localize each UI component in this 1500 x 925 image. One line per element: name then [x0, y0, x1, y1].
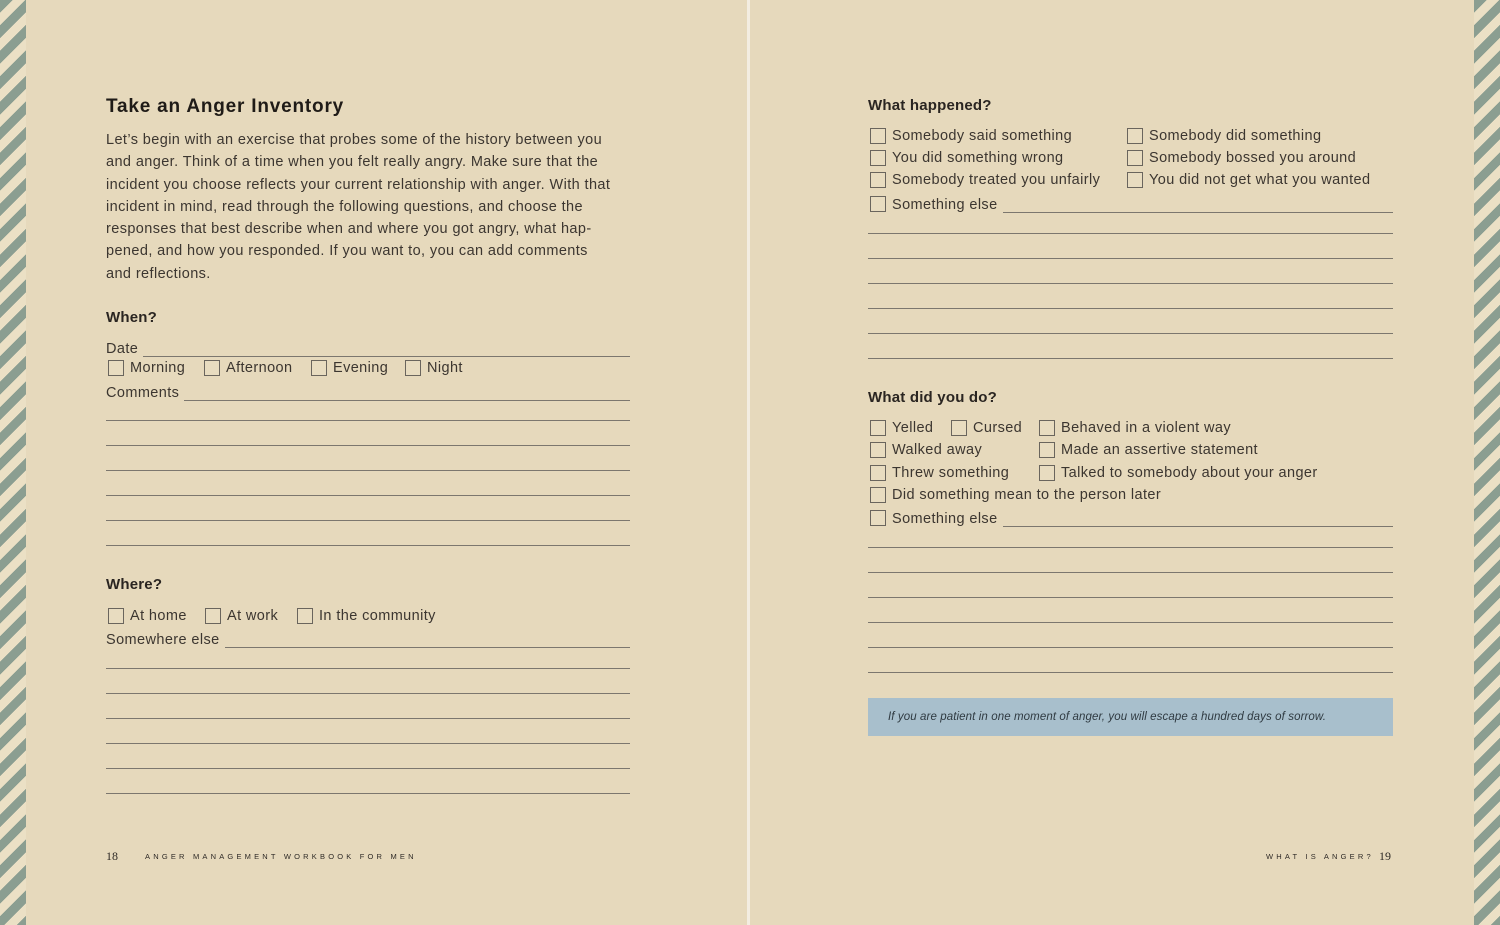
checkbox-square[interactable] [870, 420, 886, 436]
writing-line[interactable] [106, 495, 630, 496]
writing-line[interactable] [106, 793, 630, 794]
intro-line: pened, and how you responded. If you want to, you can add comments [106, 243, 588, 260]
checkbox-label: Did something mean to the person later [892, 487, 1162, 503]
checkbox-square[interactable] [1039, 465, 1055, 481]
checkbox-label: You did something wrong [892, 150, 1064, 166]
checkbox-label: Somebody did something [1149, 128, 1322, 144]
checkbox-label: Somebody treated you unfairly [892, 172, 1101, 188]
checkbox-afternoon[interactable] [204, 358, 292, 378]
checkbox-label: Afternoon [226, 360, 293, 376]
writing-line[interactable] [868, 597, 1393, 598]
date-label: Date [106, 341, 139, 357]
checkbox-did-something-else[interactable] [870, 507, 1393, 527]
writing-line[interactable] [868, 672, 1393, 673]
somewhere-else-label: Somewhere else [106, 632, 220, 648]
somewhere-else-line[interactable] [225, 633, 630, 648]
page-title: Take an Anger Inventory [106, 96, 345, 117]
checkbox-did-something-mean[interactable] [870, 485, 1161, 505]
checkbox-somebody-said-something[interactable] [870, 126, 1072, 146]
checkbox-yelled[interactable] [870, 418, 933, 438]
something-else-line[interactable] [1003, 198, 1393, 213]
what-happened-heading: What happened? [868, 97, 992, 114]
checkbox-label: Night [427, 360, 463, 376]
checkbox-square[interactable] [870, 487, 886, 503]
writing-line[interactable] [106, 520, 630, 521]
intro-line: and anger. Think of a time when you felt really angry. Make sure that the [106, 154, 599, 171]
checkbox-label: Walked away [892, 442, 983, 458]
checkbox-square[interactable] [870, 172, 886, 188]
checkbox-night[interactable] [405, 358, 463, 378]
checkbox-talked-to-somebody[interactable] [1039, 463, 1318, 483]
writing-line[interactable] [868, 308, 1393, 309]
writing-line[interactable] [868, 358, 1393, 359]
checkbox-somebody-did-something[interactable] [1127, 126, 1321, 146]
checkbox-square[interactable] [870, 196, 886, 212]
writing-line[interactable] [868, 233, 1393, 234]
writing-line[interactable] [868, 622, 1393, 623]
checkbox-you-did-not-get-what-you-wanted[interactable] [1127, 170, 1370, 190]
running-head-left: ANGER MANAGEMENT WORKBOOK FOR MEN [145, 852, 417, 861]
checkbox-square[interactable] [205, 608, 221, 624]
page-gutter [747, 0, 750, 925]
checkbox-square[interactable] [870, 128, 886, 144]
writing-line[interactable] [106, 445, 630, 446]
checkbox-label: Evening [333, 360, 389, 376]
checkbox-square[interactable] [405, 360, 421, 376]
checkbox-square[interactable] [1127, 128, 1143, 144]
checkbox-label: Yelled [892, 420, 934, 436]
checkbox-walked-away[interactable] [870, 440, 982, 460]
page-number-left: 18 [106, 849, 118, 863]
checkbox-square[interactable] [297, 608, 313, 624]
checkbox-square[interactable] [108, 360, 124, 376]
checkbox-label: Somebody bossed you around [1149, 150, 1357, 166]
checkbox-at-work[interactable] [205, 606, 278, 626]
checkbox-you-did-something-wrong[interactable] [870, 148, 1064, 168]
checkbox-behaved-in-a-violent-way[interactable] [1039, 418, 1231, 438]
checkbox-square[interactable] [870, 465, 886, 481]
writing-line[interactable] [106, 768, 630, 769]
checkbox-label: Morning [130, 360, 186, 376]
checkbox-label: Something else [892, 511, 998, 527]
checkbox-at-home[interactable] [108, 606, 187, 626]
date-line[interactable] [143, 342, 630, 357]
date-field[interactable] [106, 337, 630, 357]
writing-line[interactable] [868, 333, 1393, 334]
checkbox-square[interactable] [870, 442, 886, 458]
checkbox-somebody-treated-you-unfairly[interactable] [870, 170, 1100, 190]
checkbox-square[interactable] [108, 608, 124, 624]
checkbox-square[interactable] [204, 360, 220, 376]
checkbox-label: Something else [892, 197, 998, 213]
writing-line[interactable] [106, 718, 630, 719]
checkbox-label: In the community [319, 608, 436, 624]
checkbox-threw-something[interactable] [870, 463, 1009, 483]
decorative-stripe-left [0, 0, 26, 925]
checkbox-square[interactable] [311, 360, 327, 376]
what-did-you-do-heading: What did you do? [868, 389, 998, 406]
checkbox-in-the-community[interactable] [297, 606, 436, 626]
checkbox-square[interactable] [1039, 420, 1055, 436]
checkbox-label: At home [130, 608, 187, 624]
writing-line[interactable] [868, 572, 1393, 573]
comments-line[interactable] [184, 386, 630, 401]
quote-box [868, 698, 1393, 736]
writing-line[interactable] [868, 647, 1393, 648]
checkbox-label: Made an assertive statement [1061, 442, 1258, 458]
checkbox-square[interactable] [1039, 442, 1055, 458]
comments-field[interactable] [106, 381, 630, 401]
checkbox-square[interactable] [870, 510, 886, 526]
checkbox-label: Talked to somebody about your anger [1061, 465, 1318, 481]
writing-line[interactable] [106, 545, 630, 546]
checkbox-square[interactable] [1127, 150, 1143, 166]
checkbox-evening[interactable] [311, 358, 388, 378]
writing-line[interactable] [106, 420, 630, 421]
checkbox-square[interactable] [870, 150, 886, 166]
intro-line: and reflections. [106, 265, 211, 282]
decorative-stripe-right [1474, 0, 1500, 925]
when-heading: When? [106, 309, 157, 326]
checkbox-label: Somebody said something [892, 128, 1073, 144]
intro-line: responses that best describe when and where you got angry, what hap- [106, 221, 592, 238]
page-number-right: 19 [1379, 849, 1391, 863]
writing-line[interactable] [106, 470, 630, 471]
checkbox-label: Behaved in a violent way [1061, 420, 1232, 436]
something-else-line[interactable] [1003, 512, 1393, 527]
writing-line[interactable] [868, 258, 1393, 259]
checkbox-made-an-assertive-statement[interactable] [1039, 440, 1258, 460]
where-heading: Where? [106, 576, 163, 593]
running-head-right: WHAT IS ANGER? [1266, 852, 1374, 861]
checkbox-square[interactable] [1127, 172, 1143, 188]
checkbox-square[interactable] [951, 420, 967, 436]
quote-text: If you are patient in one moment of anger, you will escape a hundred days of sorrow. [888, 711, 1326, 723]
intro-line: incident in mind, read through the following questions, and choose the [106, 198, 583, 215]
somewhere-else-field[interactable] [106, 628, 630, 648]
checkbox-happened-something-else[interactable] [870, 193, 1393, 213]
checkbox-cursed[interactable] [951, 418, 1022, 438]
checkbox-somebody-bossed-you-around[interactable] [1127, 148, 1356, 168]
writing-line[interactable] [106, 693, 630, 694]
checkbox-morning[interactable] [108, 358, 185, 378]
checkbox-label: Threw something [892, 465, 1010, 481]
writing-line[interactable] [868, 547, 1393, 548]
intro-paragraph [106, 129, 634, 285]
writing-line[interactable] [106, 743, 630, 744]
checkbox-label: You did not get what you wanted [1149, 172, 1371, 188]
checkbox-label: At work [227, 608, 279, 624]
writing-line[interactable] [868, 283, 1393, 284]
comments-label: Comments [106, 385, 180, 401]
writing-line[interactable] [106, 668, 630, 669]
intro-line: Let’s begin with an exercise that probes some of the history between you [106, 132, 603, 148]
intro-line: incident you choose reflects your current relationship with anger. With that [106, 176, 611, 193]
checkbox-label: Cursed [973, 420, 1023, 436]
